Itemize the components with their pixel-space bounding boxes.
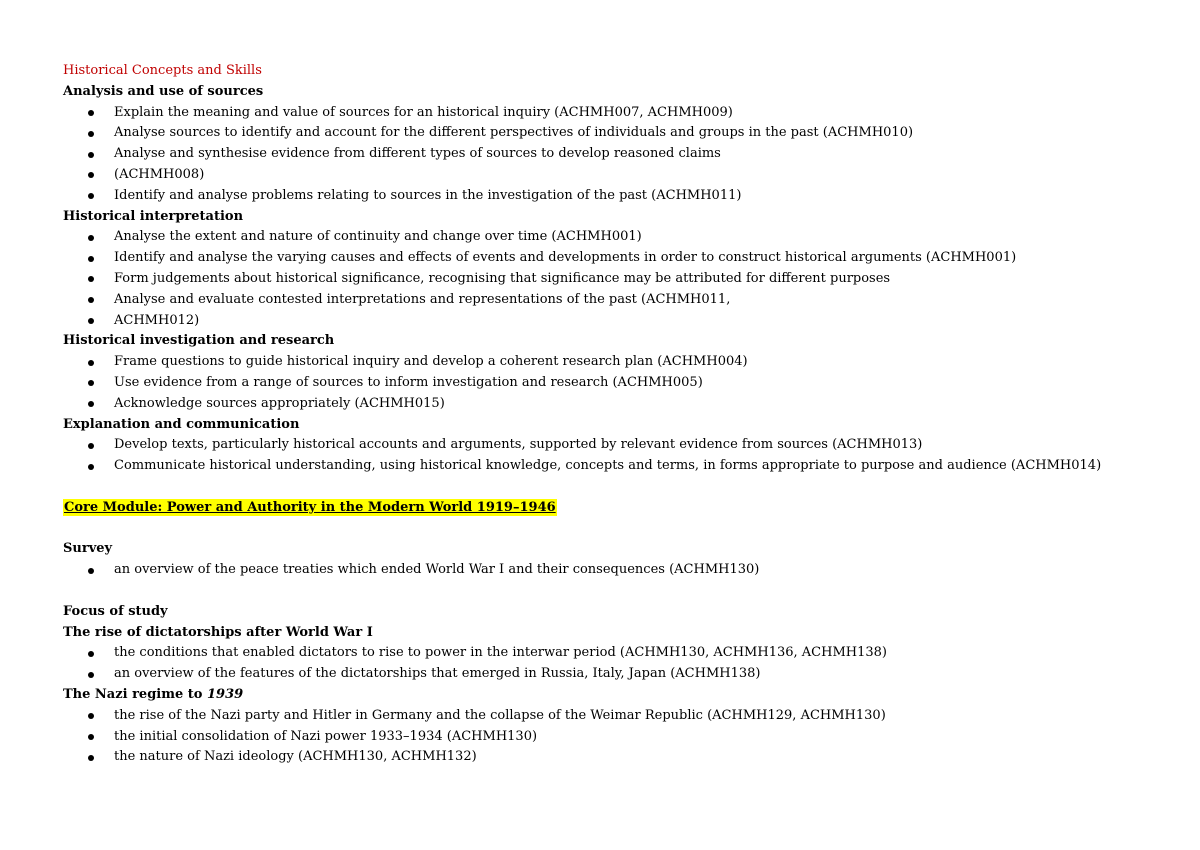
list-item: the conditions that enabled dictators to rise to power in the interwar period (ACHMH130, ACHMH136, ACHMH138) — [63, 643, 1173, 664]
heading-interpretation: Historical interpretation — [63, 208, 244, 224]
heading-investigation: Historical investigation and research — [63, 333, 335, 349]
bullet-icon — [88, 360, 94, 366]
bullet-icon — [88, 131, 94, 137]
bullet-icon — [88, 734, 94, 740]
heading-nazi-regime: The Nazi regime to 1939 — [63, 686, 244, 702]
spacer — [63, 519, 1173, 540]
list-analysis — [63, 103, 1173, 207]
list-item: ACHMH012) — [63, 311, 1173, 332]
list-interpretation — [63, 227, 1173, 331]
bullet-icon — [88, 672, 94, 678]
list-investigation — [63, 352, 1173, 414]
heading-dictatorships: The rise of dictatorships after World War I — [63, 624, 373, 640]
bullet-icon — [88, 568, 94, 574]
list-item: Form judgements about historical significance, recognising that significance may be attributed for different purposes — [63, 269, 1173, 290]
bullet-icon — [88, 651, 94, 657]
list-item: the initial consolidation of Nazi power 1933–1934 (ACHMH130) — [63, 727, 1173, 748]
bullet-icon — [88, 193, 94, 199]
list-item: Acknowledge sources appropriately (ACHMH015) — [63, 394, 1173, 415]
bullet-icon — [88, 713, 94, 719]
list-item: Identify and analyse the varying causes and effects of events and developments in order to construct historical arguments (ACHMH001) — [63, 248, 1173, 269]
heading-analysis: Analysis and use of sources — [63, 83, 264, 99]
list-item: the rise of the Nazi party and Hitler in Germany and the collapse of the Weimar Republic (ACHMH129, ACHMH130) — [63, 706, 1173, 727]
list-item: Develop texts, particularly historical accounts and arguments, supported by relevant evidence from sources (ACHMH013) — [63, 435, 1173, 456]
bullet-icon — [88, 318, 94, 324]
bullet-icon — [88, 464, 94, 470]
heading-communication: Explanation and communication — [63, 416, 300, 432]
list-item: Identify and analyse problems relating to sources in the investigation of the past (ACHMH011) — [63, 186, 1173, 207]
bullet-icon — [88, 380, 94, 386]
bullet-icon — [88, 235, 94, 241]
heading-focus: Focus of study — [63, 603, 168, 619]
section-title: Historical Concepts and Skills — [63, 63, 262, 78]
list-item: Analyse sources to identify and account for the different perspectives of individuals and groups in the past (ACHMH010) — [63, 123, 1173, 144]
bullet-icon — [88, 443, 94, 449]
list-survey — [63, 560, 1173, 581]
list-item: Frame questions to guide historical inquiry and develop a coherent research plan (ACHMH004) — [63, 352, 1173, 373]
list-item: (ACHMH008) — [63, 165, 1173, 186]
list-item: an overview of the features of the dictatorships that emerged in Russia, Italy, Japan (ACHMH138) — [63, 664, 1173, 685]
core-module-title: Core Module: Power and Authority in the Modern World 1919–1946 — [64, 499, 556, 515]
list-item: the nature of Nazi ideology (ACHMH130, ACHMH132) — [63, 747, 1173, 768]
bullet-icon — [88, 256, 94, 262]
document-page — [63, 61, 1173, 768]
list-item: an overview of the peace treaties which ended World War I and their consequences (ACHMH130) — [63, 560, 1173, 581]
list-nazi-regime — [63, 706, 1173, 768]
bullet-icon — [88, 401, 94, 407]
spacer — [63, 477, 1173, 498]
list-dictatorships — [63, 643, 1173, 685]
list-item: Explain the meaning and value of sources for an historical inquiry (ACHMH007, ACHMH009) — [63, 103, 1173, 124]
bullet-icon — [88, 276, 94, 282]
list-item: Communicate historical understanding, using historical knowledge, concepts and terms, in forms appropriate to purpose and audience (ACHMH014) — [63, 456, 1173, 477]
spacer — [63, 581, 1173, 602]
bullet-icon — [88, 110, 94, 116]
list-communication — [63, 435, 1173, 477]
heading-survey: Survey — [63, 541, 113, 557]
list-item: Analyse and synthesise evidence from different types of sources to develop reasoned claims — [63, 144, 1173, 165]
list-item: Use evidence from a range of sources to inform investigation and research (ACHMH005) — [63, 373, 1173, 394]
bullet-icon — [88, 152, 94, 158]
list-item: Analyse the extent and nature of continuity and change over time (ACHMH001) — [63, 227, 1173, 248]
bullet-icon — [88, 297, 94, 303]
list-item: Analyse and evaluate contested interpretations and representations of the past (ACHMH011, — [63, 290, 1173, 311]
bullet-icon — [88, 755, 94, 761]
bullet-icon — [88, 172, 94, 178]
core-module-line — [63, 498, 1173, 519]
